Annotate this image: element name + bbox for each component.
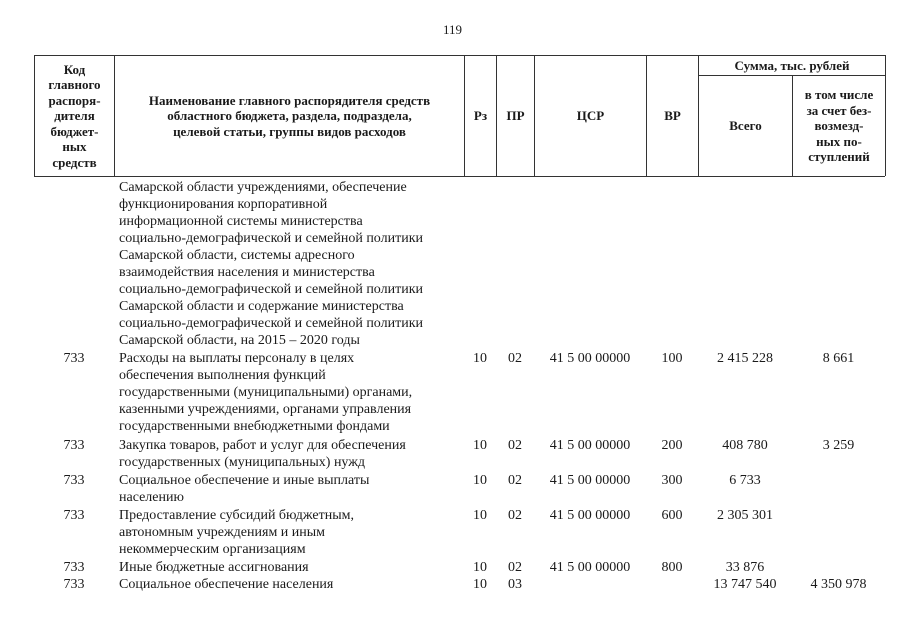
header-code-line: Код xyxy=(63,61,86,77)
row-rz: 10 xyxy=(473,351,487,366)
row-name-line: Предоставление субсидий бюджетным, xyxy=(119,508,355,523)
row-name-line: Самарской области, на 2015 – 2020 годы xyxy=(119,333,360,348)
row-total: 33 876 xyxy=(725,560,765,575)
row-csr: 41 5 00 00000 xyxy=(549,473,631,488)
row-name-line: Самарской области, системы адресного xyxy=(119,248,355,263)
row-code: 733 xyxy=(63,473,85,488)
row-code: 733 xyxy=(63,438,85,453)
row-grants: 4 350 978 xyxy=(810,577,867,592)
header-code-line: бюджет- xyxy=(50,123,99,139)
header-grants-line: за счет без- xyxy=(806,102,872,118)
header-pr: ПР xyxy=(506,108,525,124)
row-name xyxy=(119,179,463,349)
row-pr: 03 xyxy=(508,577,522,592)
col-divider xyxy=(885,55,886,176)
row-pr: 02 xyxy=(508,438,522,453)
row-name xyxy=(119,437,463,471)
header-grants-line: ных по- xyxy=(816,133,862,149)
row-code: 733 xyxy=(63,560,85,575)
header-code-line: главного xyxy=(48,77,101,93)
header-csr: ЦСР xyxy=(576,108,605,124)
row-pr: 02 xyxy=(508,351,522,366)
row-vr: 200 xyxy=(661,438,683,453)
row-name-line: Иные бюджетные ассигнования xyxy=(119,560,309,575)
header-grants xyxy=(793,76,885,176)
header-bottom-border xyxy=(34,176,885,177)
header-code xyxy=(35,56,114,176)
row-name-line: Самарской области учреждениями, обеспечение xyxy=(119,180,407,195)
header-grants-line: ступлений xyxy=(808,149,870,165)
row-rz: 10 xyxy=(473,473,487,488)
row-name-line: социально-демографической и семейной политики xyxy=(119,231,424,246)
row-name-line: Расходы на выплаты персоналу в целях xyxy=(119,351,355,366)
row-name-line: Социальное обеспечение населения xyxy=(119,577,334,592)
row-name-line: информационной системы министерства xyxy=(119,214,363,229)
header-name-line: Наименование главного распорядителя средств xyxy=(148,92,431,108)
row-name xyxy=(119,472,463,506)
row-name-line: Социальное обеспечение и иные выплаты xyxy=(119,473,370,488)
row-csr: 41 5 00 00000 xyxy=(549,351,631,366)
row-csr: 41 5 00 00000 xyxy=(549,508,631,523)
row-name-line: социально-демографической и семейной политики xyxy=(119,282,424,297)
row-vr: 100 xyxy=(661,351,683,366)
header-name-line: областного бюджета, раздела, подраздела, xyxy=(167,108,412,124)
row-name-line: государственными внебюджетными фондами xyxy=(119,419,390,434)
row-name xyxy=(119,350,463,435)
row-vr: 300 xyxy=(661,473,683,488)
row-vr: 600 xyxy=(661,508,683,523)
row-name-line: автономным учреждениям и иным xyxy=(119,525,326,540)
row-pr: 02 xyxy=(508,560,522,575)
row-name-line: обеспечения выполнения функций xyxy=(119,368,326,383)
header-code-line: распоря- xyxy=(48,92,101,108)
row-name-line: населению xyxy=(119,490,184,505)
row-vr: 800 xyxy=(661,560,683,575)
header-code-line: средств xyxy=(52,154,97,170)
row-name-line: функционирования корпоративной xyxy=(119,197,328,212)
row-total: 2 415 228 xyxy=(717,351,773,366)
row-code: 733 xyxy=(63,508,85,523)
row-pr: 02 xyxy=(508,473,522,488)
header-rz: Рз xyxy=(473,108,488,124)
row-name-line: некоммерческим организациям xyxy=(119,542,306,557)
header-grants-line: возмезд- xyxy=(814,118,864,134)
row-name xyxy=(119,559,463,576)
header-sum: Сумма, тыс. рублей xyxy=(734,57,850,73)
row-rz: 10 xyxy=(473,438,487,453)
row-rz: 10 xyxy=(473,577,487,592)
row-rz: 10 xyxy=(473,508,487,523)
row-name-line: социально-демографической и семейной политики xyxy=(119,316,424,331)
row-name-line: государственных (муниципальных) нужд xyxy=(119,455,366,470)
row-csr: 41 5 00 00000 xyxy=(549,560,631,575)
header-code-line: дителя xyxy=(54,108,95,124)
row-rz: 10 xyxy=(473,560,487,575)
row-name-line: Закупка товаров, работ и услуг для обеспечения xyxy=(119,438,406,453)
row-code: 733 xyxy=(63,577,85,592)
row-pr: 02 xyxy=(508,508,522,523)
row-name-line: взаимодействия населения и министерства xyxy=(119,265,375,280)
row-name-line: казенными учреждениями, органами управления xyxy=(119,402,412,417)
row-total: 2 305 301 xyxy=(717,508,773,523)
row-grants: 3 259 xyxy=(822,438,855,453)
header-grants-line: в том числе xyxy=(804,87,874,103)
row-grants: 8 661 xyxy=(822,351,855,366)
header-total: Всего xyxy=(729,118,762,134)
row-name-line: Самарской области и содержание министерства xyxy=(119,299,404,314)
row-name xyxy=(119,576,463,593)
row-code: 733 xyxy=(63,351,85,366)
page-number: 119 xyxy=(442,22,463,37)
header-code-line: ных xyxy=(62,139,87,155)
row-total: 13 747 540 xyxy=(713,577,777,592)
header-name-line: целевой статьи, группы видов расходов xyxy=(173,123,406,139)
row-total: 6 733 xyxy=(729,473,761,488)
row-name-line: государственными (муниципальными) органами, xyxy=(119,385,413,400)
row-name xyxy=(119,507,463,558)
row-csr: 41 5 00 00000 xyxy=(549,438,631,453)
header-name xyxy=(115,56,464,176)
row-total: 408 780 xyxy=(722,438,768,453)
header-vr: ВР xyxy=(664,108,681,124)
